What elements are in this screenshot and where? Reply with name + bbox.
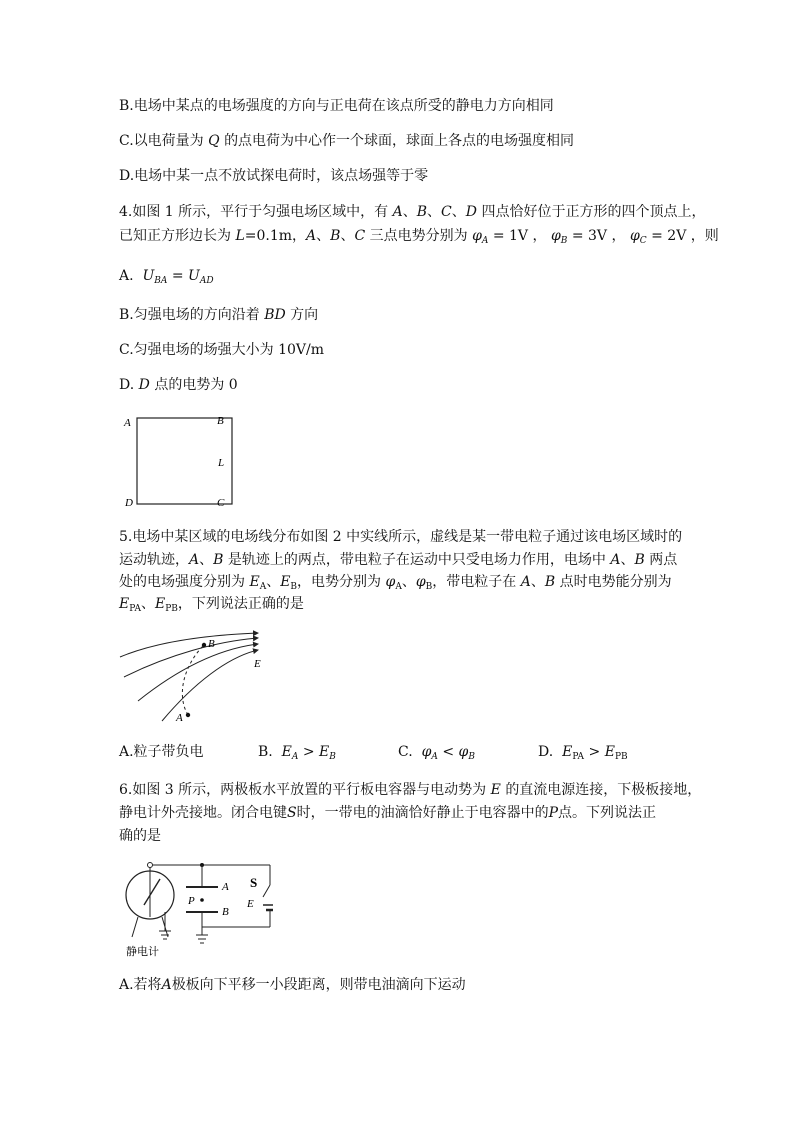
label-a: A xyxy=(176,712,183,724)
trajectory-dashed xyxy=(182,645,204,715)
q4-stem-line1: 4.如图 1 所示，平行于匀强电场区域中，有 A、B、C、D 四点恰好位于正方形的四个顶点上， xyxy=(119,204,706,220)
figure-2-field-lines xyxy=(118,625,268,725)
point-a xyxy=(186,713,190,717)
label-d: D xyxy=(125,497,133,509)
q5-stem-line3: 处的电场强度分别为 $E_A$、$E_B$，电势分别为 $\varphi_A$、$\varphi_B$，带电粒子在 A、B 点时电势能分别为 xyxy=(119,574,672,592)
label-e: E xyxy=(247,898,254,910)
oil-drop xyxy=(200,898,204,902)
q5-stem-line1: 5.电场中某区域的电场线分布如图 2 中实线所示，虚线是某一带电粒子通过该电场区域时的 xyxy=(119,529,683,545)
figure-3-capacitor-circuit xyxy=(118,857,273,959)
q4-option-a: A. $U_{BA} = U_{AD}$ xyxy=(119,268,214,286)
q5-option-b: B. $E_A > E_B$ xyxy=(258,744,336,762)
switch-s xyxy=(263,885,270,897)
q3-option-c: C.以电荷量为 Q 的点电荷为中心作一个球面，球面上各点的电场强度相同 xyxy=(119,133,575,149)
label-b: B xyxy=(222,906,229,918)
figure-1-square xyxy=(118,410,238,510)
field-line-4 xyxy=(162,650,258,721)
q5-option-a: A.粒子带负电 xyxy=(119,744,204,760)
label-a: A xyxy=(222,881,229,893)
q4-option-d: D. D 点的电势为 0 xyxy=(119,377,238,393)
q5-option-c: C. $\varphi_A < \varphi_B$ xyxy=(398,744,475,762)
q5-option-d: D. $E_{PA} > E_{PB}$ xyxy=(538,744,628,762)
field-line-1 xyxy=(120,633,258,657)
electrometer-leg-left xyxy=(132,917,138,937)
label-b: B xyxy=(208,638,215,650)
q4-option-b: B.匀强电场的方向沿着 BD 方向 xyxy=(119,307,319,323)
q5-stem-line2: 运动轨迹，A、B 是轨迹上的两点，带电粒子在运动中只受电场力作用，电场中 A、B 两点 xyxy=(119,552,678,568)
label-p: P xyxy=(188,895,195,907)
point-b xyxy=(202,643,206,647)
q3-option-d: D.电场中某一点不放试探电荷时，该点场强等于零 xyxy=(119,168,429,184)
q6-stem-line2: 静电计外壳接地。闭合电键S时，一带电的油滴恰好静止于电容器中的P点。下列说法正 xyxy=(119,805,657,821)
label-electrometer: 静电计 xyxy=(126,946,159,958)
q3-option-b: B.电场中某点的电场强度的方向与正电荷在该点所受的静电力方向相同 xyxy=(119,98,554,114)
q6-stem-line1: 6.如图 3 所示，两极板水平放置的平行板电容器与电动势为 E 的直流电源连接，下极板接地， xyxy=(119,782,702,798)
q4-stem-line2: 已知正方形边长为 L=0.1m，A、B、C 三点电势分别为 $\varphi_A = 1V$ ， $\varphi_B = 3V$ ， $\varphi_C = 2V$ ，则 xyxy=(119,228,719,246)
electrometer-needle xyxy=(144,879,160,905)
label-a: A xyxy=(124,417,131,429)
q6-option-a: A.若将A极板向下平移一小段距离，则带电油滴向下运动 xyxy=(119,977,466,993)
label-c: C xyxy=(217,497,225,509)
label-s: S xyxy=(250,875,258,890)
q4-option-c: C.匀强电场的场强大小为 10V/m xyxy=(119,342,325,358)
electrometer-terminal xyxy=(148,863,153,868)
q5-stem-line4: $E_{PA}$、$E_{PB}$，下列说法正确的是 xyxy=(119,596,304,614)
label-l: L xyxy=(218,457,225,469)
label-e: E xyxy=(254,658,261,670)
q6-stem-line3: 确的是 xyxy=(119,828,161,844)
label-b: B xyxy=(217,415,224,427)
